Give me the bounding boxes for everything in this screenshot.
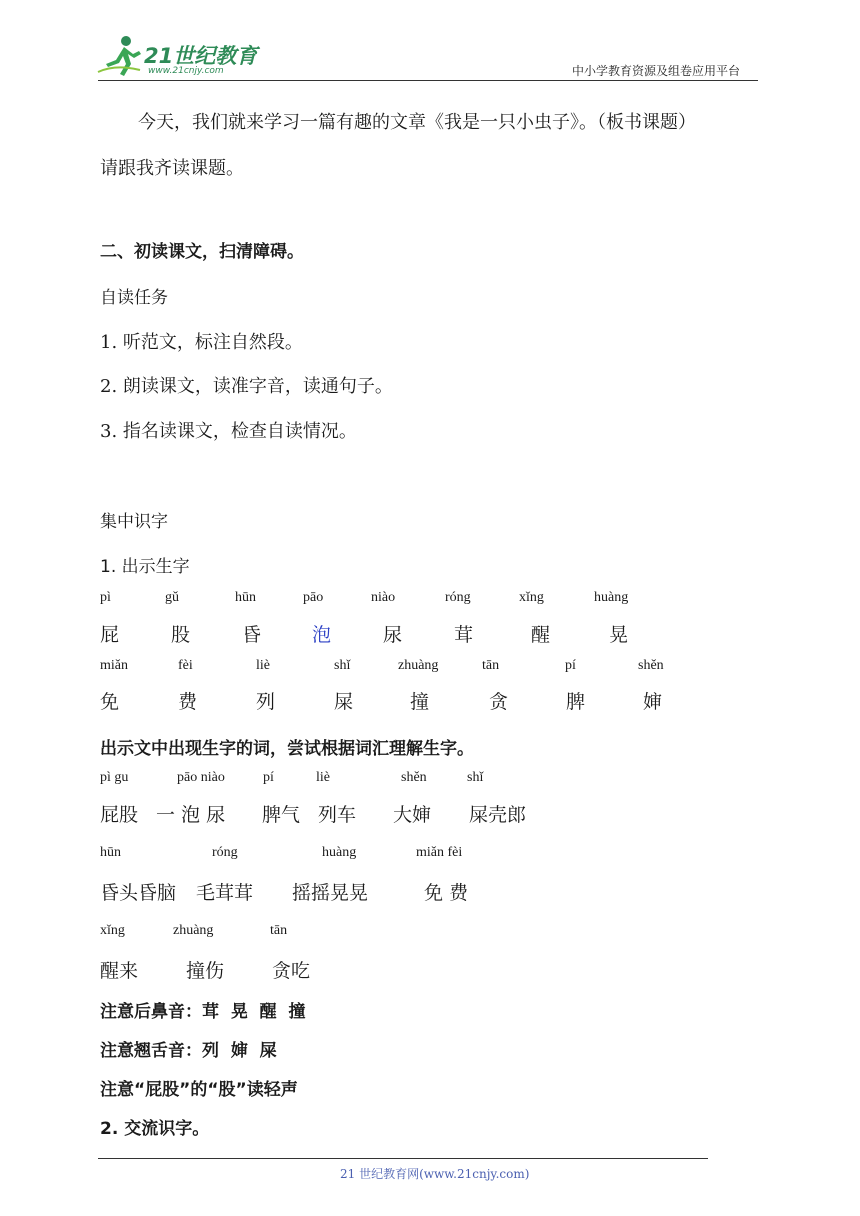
task-item: 3. 指名读课文，检查自读情况。 xyxy=(100,421,357,442)
word: 屁股 xyxy=(100,804,139,826)
character: 昏 xyxy=(242,624,262,646)
word: 屎壳郎 xyxy=(469,804,527,826)
character: 醒 xyxy=(531,624,551,646)
pinyin: tān xyxy=(482,658,500,673)
character: 屎 xyxy=(334,691,354,713)
word: 脾气 xyxy=(262,804,301,826)
character: 贪 xyxy=(489,691,509,713)
pinyin: hūn xyxy=(235,590,256,605)
pinyin: niào xyxy=(371,590,396,605)
pinyin: pāo niào xyxy=(177,770,225,785)
step2-title: 2. 交流识字。 xyxy=(100,1119,210,1139)
runner-logo-icon xyxy=(96,34,146,78)
pinyin: miǎn fèi xyxy=(416,845,463,860)
footer-text: 21 世纪教育网(www.21cnjy.com) xyxy=(340,1167,530,1181)
pinyin: shěn xyxy=(638,658,664,673)
logo xyxy=(96,34,266,80)
pinyin: xǐng xyxy=(100,923,125,938)
pinyin: shǐ xyxy=(334,658,351,673)
word: 昏头昏脑 xyxy=(100,882,177,904)
intro-line-1: 今天，我们就来学习一篇有趣的文章《我是一只小虫子》。（板书课题） xyxy=(138,112,696,133)
character: 晃 xyxy=(609,624,629,646)
pinyin: huàng xyxy=(594,590,629,605)
character: 费 xyxy=(178,691,198,713)
note-retroflex: 注意翘舌音：列 婶 屎 xyxy=(100,1041,277,1061)
pinyin: miǎn xyxy=(100,658,128,673)
pinyin: pí xyxy=(263,770,274,785)
character-highlighted: 泡 xyxy=(312,624,332,646)
platform-name: 中小学教育资源及组卷应用平台 xyxy=(572,64,741,78)
task-item: 1. 听范文，标注自然段。 xyxy=(100,332,303,353)
step1-title: 1. 出示生字 xyxy=(100,557,190,577)
pinyin: pāo xyxy=(303,590,324,605)
word: 撞伤 xyxy=(186,960,225,982)
pinyin: shěn xyxy=(401,770,427,785)
character: 尿 xyxy=(383,624,403,646)
pinyin: liè xyxy=(316,770,330,785)
character: 免 xyxy=(100,691,120,713)
character: 股 xyxy=(171,624,191,646)
word: 贪吃 xyxy=(272,960,311,982)
pinyin: róng xyxy=(445,590,471,605)
word: 毛茸茸 xyxy=(196,882,254,904)
pinyin: zhuàng xyxy=(173,923,214,938)
note-nasal: 注意后鼻音：茸 晃 醒 撞 xyxy=(100,1002,306,1022)
pinyin: pí xyxy=(565,658,576,673)
pinyin: hūn xyxy=(100,845,121,860)
logo-text: 21世纪教育 xyxy=(144,44,258,68)
character: 屁 xyxy=(100,624,120,646)
pinyin: liè xyxy=(256,658,270,673)
word: 一 泡 尿 xyxy=(156,804,226,826)
note-neutral-tone: 注意“屁股”的“股”读轻声 xyxy=(100,1080,298,1100)
pinyin: xǐng xyxy=(519,590,544,605)
section-title: 二、初读课文，扫清障碍。 xyxy=(100,242,304,262)
word: 大婶 xyxy=(393,804,432,826)
pinyin: pì gu xyxy=(100,770,129,785)
pinyin: shǐ xyxy=(467,770,484,785)
pinyin: pì xyxy=(100,590,111,605)
header-rule xyxy=(98,80,758,81)
intro-line-2: 请跟我齐读课题。 xyxy=(100,158,244,179)
literacy-title: 集中识字 xyxy=(100,512,168,532)
character: 撞 xyxy=(410,691,430,713)
character: 列 xyxy=(256,691,276,713)
word: 免 费 xyxy=(424,882,469,904)
word: 摇摇晃晃 xyxy=(292,882,369,904)
logo-url: www.21cnjy.com xyxy=(148,66,224,76)
word: 醒来 xyxy=(100,960,139,982)
footer-rule xyxy=(98,1158,708,1159)
words-title: 出示文中出现生字的词，尝试根据词汇理解生字。 xyxy=(100,739,474,759)
pinyin: huàng xyxy=(322,845,357,860)
character: 茸 xyxy=(454,624,474,646)
task-item: 2. 朗读课文，读准字音，读通句子。 xyxy=(100,376,393,397)
pinyin: zhuàng xyxy=(398,658,439,673)
pinyin: fèi xyxy=(178,658,193,673)
word: 列车 xyxy=(318,804,357,826)
pinyin: róng xyxy=(212,845,238,860)
task-title: 自读任务 xyxy=(100,288,168,308)
pinyin: gǔ xyxy=(165,590,179,605)
pinyin: tān xyxy=(270,923,288,938)
character: 脾 xyxy=(566,691,586,713)
character: 婶 xyxy=(643,691,663,713)
